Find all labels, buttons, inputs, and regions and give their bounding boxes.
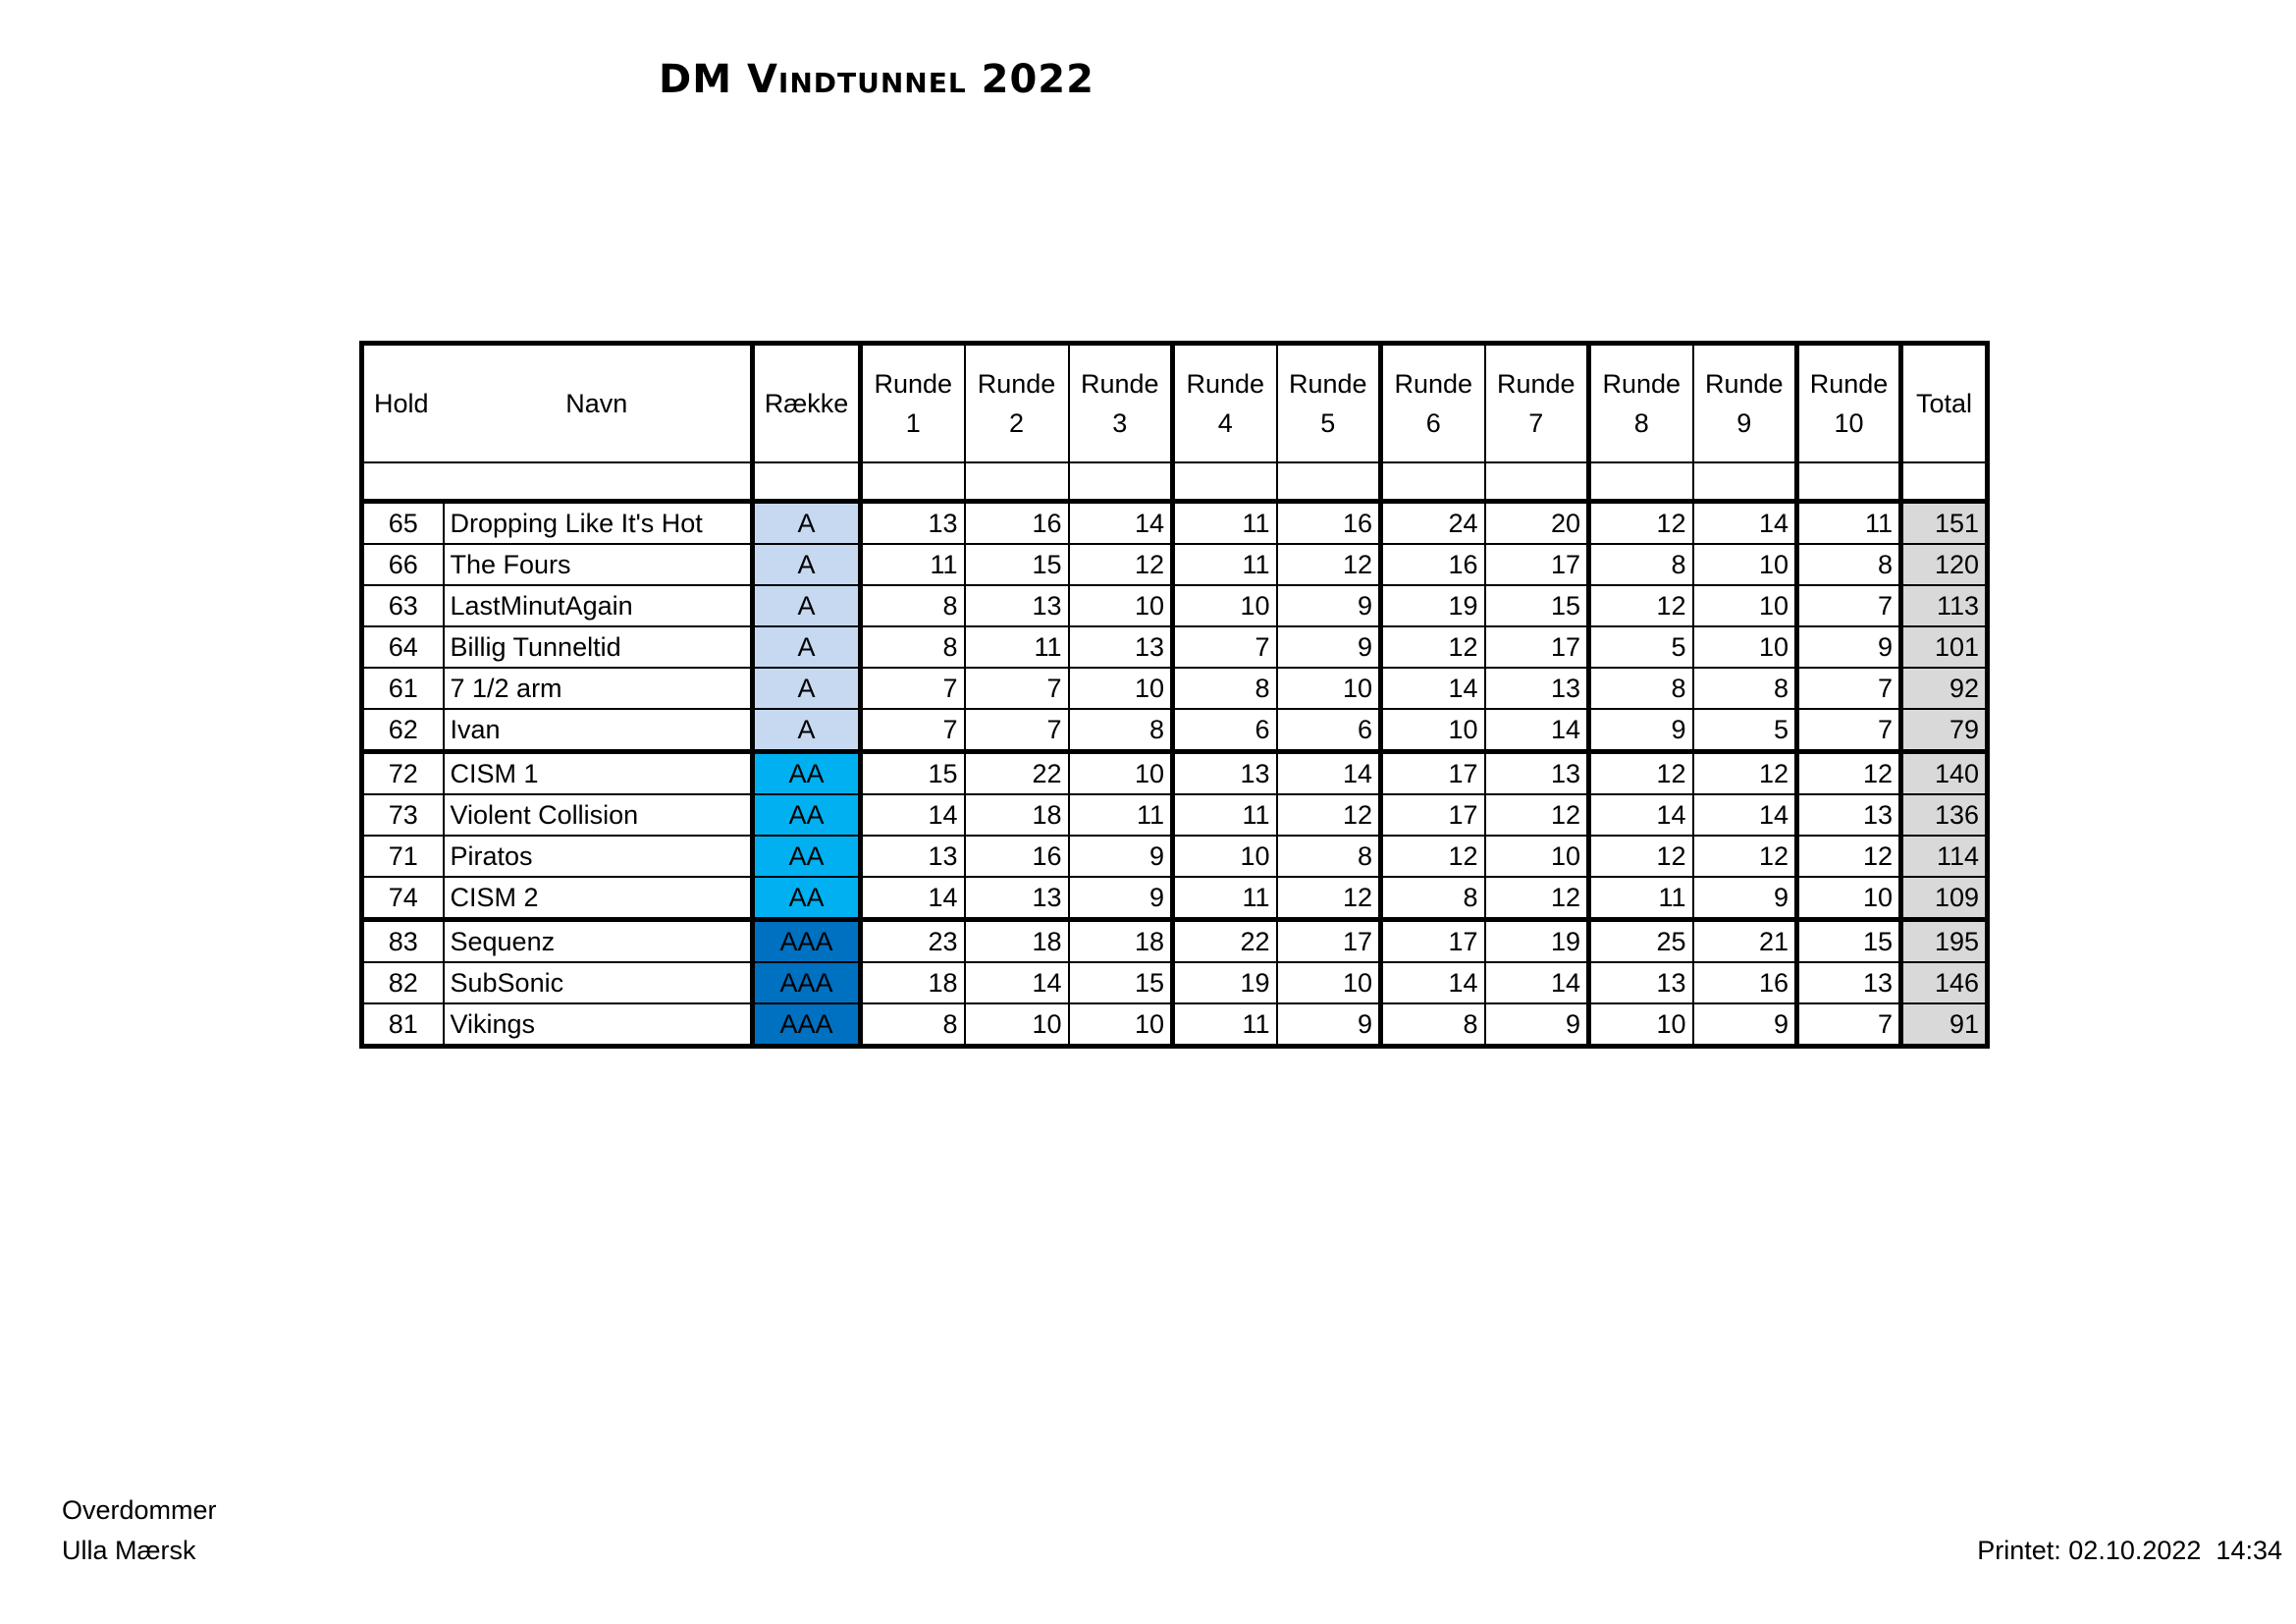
round-score-cell: 9 (1485, 1003, 1589, 1047)
round-score-cell: 16 (1381, 544, 1485, 585)
round-score-cell: 14 (1589, 794, 1693, 836)
hold-cell: 65 (362, 502, 444, 545)
round-score-cell: 13 (1589, 962, 1693, 1003)
team-name-cell: Piratos (444, 836, 753, 877)
round-score-cell: 13 (1485, 752, 1589, 795)
table-row (362, 709, 1988, 752)
round-score-cell: 10 (1485, 836, 1589, 877)
round-score-cell: 13 (965, 585, 1069, 626)
round-score-cell: 23 (861, 920, 965, 963)
table-row (362, 920, 1988, 963)
total-cell: 91 (1901, 1003, 1988, 1047)
class-cell: A (753, 668, 861, 709)
spacer-cell (1485, 462, 1589, 502)
round-score-cell: 18 (965, 920, 1069, 963)
round-score-cell: 19 (1381, 585, 1485, 626)
hold-cell: 64 (362, 626, 444, 668)
team-name-cell: Violent Collision (444, 794, 753, 836)
hold-cell: 74 (362, 877, 444, 920)
total-cell: 109 (1901, 877, 1988, 920)
round-score-cell: 11 (1173, 544, 1277, 585)
table-row (362, 502, 1988, 545)
round-score-cell: 10 (1589, 1003, 1693, 1047)
hold-cell: 72 (362, 752, 444, 795)
round-score-cell: 13 (1485, 668, 1589, 709)
header-row (362, 344, 1988, 463)
table-row (362, 836, 1988, 877)
round-score-cell: 16 (965, 836, 1069, 877)
header-round (1173, 344, 1277, 463)
round-score-cell: 5 (1693, 709, 1797, 752)
round-score-cell: 11 (1173, 502, 1277, 545)
class-cell: AAA (753, 920, 861, 963)
round-score-cell: 20 (1485, 502, 1589, 545)
round-score-cell: 11 (861, 544, 965, 585)
round-score-cell: 12 (1277, 794, 1381, 836)
team-name-cell: Billig Tunneltid (444, 626, 753, 668)
hold-cell: 71 (362, 836, 444, 877)
judge-name: Ulla Mærsk (62, 1536, 196, 1565)
round-score-cell: 10 (1797, 877, 1901, 920)
round-score-cell: 6 (1173, 709, 1277, 752)
header-spacer-row (362, 462, 1988, 502)
round-score-cell: 8 (1277, 836, 1381, 877)
results-body (362, 502, 1988, 1047)
team-name-cell: CISM 1 (444, 752, 753, 795)
round-score-cell: 8 (1069, 709, 1173, 752)
header-total: Total (1901, 344, 1988, 463)
header-round (1381, 344, 1485, 463)
round-score-cell: 12 (1589, 836, 1693, 877)
round-score-cell: 10 (1069, 668, 1173, 709)
round-score-cell: 22 (965, 752, 1069, 795)
header-round (1693, 344, 1797, 463)
round-score-cell: 13 (1173, 752, 1277, 795)
table-row (362, 544, 1988, 585)
round-score-cell: 14 (1381, 668, 1485, 709)
round-score-cell: 10 (1069, 585, 1173, 626)
round-score-cell: 9 (1277, 1003, 1381, 1047)
round-score-cell: 21 (1693, 920, 1797, 963)
total-cell: 136 (1901, 794, 1988, 836)
class-cell: AA (753, 794, 861, 836)
total-cell: 114 (1901, 836, 1988, 877)
hold-cell: 62 (362, 709, 444, 752)
round-score-cell: 13 (1797, 962, 1901, 1003)
header-round (1069, 344, 1173, 463)
header-round-label: Runde (874, 369, 953, 399)
round-score-cell: 12 (1797, 836, 1901, 877)
total-cell: 92 (1901, 668, 1988, 709)
round-score-cell: 12 (1485, 794, 1589, 836)
class-cell: A (753, 626, 861, 668)
round-score-cell: 12 (1693, 836, 1797, 877)
round-score-cell: 16 (1277, 502, 1381, 545)
hold-cell: 73 (362, 794, 444, 836)
table-row (362, 752, 1988, 795)
header-round-label: Runde (1288, 369, 1367, 399)
header-round (1797, 344, 1901, 463)
round-score-cell: 17 (1485, 544, 1589, 585)
total-cell: 151 (1901, 502, 1988, 545)
header-round-number: 7 (1528, 408, 1544, 438)
round-score-cell: 8 (1381, 1003, 1485, 1047)
table-row (362, 1003, 1988, 1047)
header-round-number: 10 (1834, 408, 1864, 438)
round-score-cell: 14 (1485, 709, 1589, 752)
header-round-label: Runde (1080, 369, 1159, 399)
spacer-cell (965, 462, 1069, 502)
table-row (362, 794, 1988, 836)
header-round-label: Runde (1704, 369, 1784, 399)
header-round-number: 2 (1008, 408, 1025, 438)
team-name-cell: LastMinutAgain (444, 585, 753, 626)
round-score-cell: 10 (1381, 709, 1485, 752)
header-round-label: Runde (977, 369, 1056, 399)
round-score-cell: 12 (1485, 877, 1589, 920)
round-score-cell: 13 (965, 877, 1069, 920)
spacer-cell (1693, 462, 1797, 502)
round-score-cell: 7 (861, 668, 965, 709)
round-score-cell: 9 (1589, 709, 1693, 752)
round-score-cell: 11 (1589, 877, 1693, 920)
round-score-cell: 17 (1277, 920, 1381, 963)
class-cell: AAA (753, 962, 861, 1003)
table-row (362, 668, 1988, 709)
total-cell: 140 (1901, 752, 1988, 795)
round-score-cell: 10 (1069, 752, 1173, 795)
printed-timestamp: Printet: 02.10.2022 14:34 (1977, 1536, 2282, 1565)
round-score-cell: 9 (1277, 585, 1381, 626)
header-round-number: 5 (1320, 408, 1336, 438)
header-round-number: 6 (1425, 408, 1441, 438)
round-score-cell: 14 (1277, 752, 1381, 795)
round-score-cell: 22 (1173, 920, 1277, 963)
round-score-cell: 7 (1797, 585, 1901, 626)
page-title: DM Vindtunnel 2022 (659, 57, 1095, 102)
round-score-cell: 11 (1797, 502, 1901, 545)
round-score-cell: 12 (1069, 544, 1173, 585)
round-score-cell: 15 (965, 544, 1069, 585)
round-score-cell: 17 (1485, 626, 1589, 668)
round-score-cell: 12 (1589, 585, 1693, 626)
class-cell: A (753, 585, 861, 626)
round-score-cell: 17 (1381, 794, 1485, 836)
round-score-cell: 7 (1797, 709, 1901, 752)
spacer-cell (1901, 462, 1988, 502)
round-score-cell: 19 (1485, 920, 1589, 963)
round-score-cell: 14 (861, 794, 965, 836)
round-score-cell: 14 (861, 877, 965, 920)
team-name-cell: Dropping Like It's Hot (444, 502, 753, 545)
round-score-cell: 10 (965, 1003, 1069, 1047)
results-table (359, 341, 1990, 1049)
round-score-cell: 13 (1797, 794, 1901, 836)
hold-cell: 63 (362, 585, 444, 626)
round-score-cell: 10 (1173, 836, 1277, 877)
spacer-cell (362, 462, 444, 502)
round-score-cell: 12 (1277, 877, 1381, 920)
total-cell: 146 (1901, 962, 1988, 1003)
header-round-label: Runde (1186, 369, 1265, 399)
round-score-cell: 10 (1693, 544, 1797, 585)
total-cell: 195 (1901, 920, 1988, 963)
header-round-number: 4 (1217, 408, 1233, 438)
round-score-cell: 7 (965, 668, 1069, 709)
header-hold: Hold (362, 344, 444, 463)
round-score-cell: 25 (1589, 920, 1693, 963)
round-score-cell: 12 (1277, 544, 1381, 585)
table-row (362, 585, 1988, 626)
hold-cell: 83 (362, 920, 444, 963)
round-score-cell: 18 (1069, 920, 1173, 963)
round-score-cell: 19 (1173, 962, 1277, 1003)
header-round (1589, 344, 1693, 463)
judge-label: Overdommer (62, 1495, 217, 1525)
header-round-number: 3 (1112, 408, 1128, 438)
round-score-cell: 15 (861, 752, 965, 795)
header-round-number: 8 (1633, 408, 1649, 438)
team-name-cell: SubSonic (444, 962, 753, 1003)
round-score-cell: 10 (1277, 962, 1381, 1003)
total-cell: 101 (1901, 626, 1988, 668)
round-score-cell: 9 (1069, 836, 1173, 877)
class-cell: A (753, 502, 861, 545)
round-score-cell: 17 (1381, 752, 1485, 795)
team-name-cell: Ivan (444, 709, 753, 752)
class-cell: AA (753, 877, 861, 920)
header-raekke: Række (753, 344, 861, 463)
round-score-cell: 6 (1277, 709, 1381, 752)
hold-cell: 81 (362, 1003, 444, 1047)
round-score-cell: 9 (1277, 626, 1381, 668)
round-score-cell: 15 (1797, 920, 1901, 963)
header-round-label: Runde (1496, 369, 1575, 399)
round-score-cell: 12 (1589, 752, 1693, 795)
class-cell: AA (753, 836, 861, 877)
spacer-cell (753, 462, 861, 502)
class-cell: A (753, 709, 861, 752)
header-navn: Navn (444, 344, 753, 463)
round-score-cell: 10 (1693, 585, 1797, 626)
round-score-cell: 15 (1485, 585, 1589, 626)
round-score-cell: 14 (1485, 962, 1589, 1003)
round-score-cell: 8 (1797, 544, 1901, 585)
class-cell: AA (753, 752, 861, 795)
round-score-cell: 5 (1589, 626, 1693, 668)
header-round-label: Runde (1809, 369, 1889, 399)
round-score-cell: 13 (861, 836, 965, 877)
round-score-cell: 14 (1693, 502, 1797, 545)
round-score-cell: 7 (1173, 626, 1277, 668)
team-name-cell: Sequenz (444, 920, 753, 963)
total-cell: 120 (1901, 544, 1988, 585)
class-cell: AAA (753, 1003, 861, 1047)
team-name-cell: CISM 2 (444, 877, 753, 920)
spacer-cell (444, 462, 753, 502)
round-score-cell: 17 (1381, 920, 1485, 963)
round-score-cell: 11 (1173, 877, 1277, 920)
round-score-cell: 9 (1693, 1003, 1797, 1047)
header-round (1485, 344, 1589, 463)
header-round (965, 344, 1069, 463)
total-cell: 79 (1901, 709, 1988, 752)
judge-block (62, 1490, 217, 1571)
spacer-cell (1381, 462, 1485, 502)
round-score-cell: 7 (1797, 1003, 1901, 1047)
round-score-cell: 15 (1069, 962, 1173, 1003)
round-score-cell: 8 (1589, 668, 1693, 709)
spacer-cell (861, 462, 965, 502)
round-score-cell: 7 (965, 709, 1069, 752)
header-round-number: 1 (905, 408, 921, 438)
round-score-cell: 8 (1381, 877, 1485, 920)
table-row (362, 962, 1988, 1003)
round-score-cell: 10 (1173, 585, 1277, 626)
hold-cell: 66 (362, 544, 444, 585)
round-score-cell: 14 (1381, 962, 1485, 1003)
round-score-cell: 7 (1797, 668, 1901, 709)
round-score-cell: 11 (1173, 1003, 1277, 1047)
round-score-cell: 8 (861, 626, 965, 668)
header-round (861, 344, 965, 463)
hold-cell: 82 (362, 962, 444, 1003)
header-round-label: Runde (1394, 369, 1473, 399)
table-row (362, 877, 1988, 920)
header-round-number: 9 (1736, 408, 1752, 438)
header-round (1277, 344, 1381, 463)
spacer-cell (1277, 462, 1381, 502)
round-score-cell: 7 (861, 709, 965, 752)
round-score-cell: 14 (965, 962, 1069, 1003)
header-round-label: Runde (1602, 369, 1682, 399)
hold-cell: 61 (362, 668, 444, 709)
round-score-cell: 24 (1381, 502, 1485, 545)
round-score-cell: 12 (1797, 752, 1901, 795)
round-score-cell: 10 (1693, 626, 1797, 668)
round-score-cell: 9 (1797, 626, 1901, 668)
round-score-cell: 18 (861, 962, 965, 1003)
round-score-cell: 8 (1173, 668, 1277, 709)
round-score-cell: 12 (1693, 752, 1797, 795)
round-score-cell: 9 (1069, 877, 1173, 920)
round-score-cell: 11 (965, 626, 1069, 668)
round-score-cell: 13 (861, 502, 965, 545)
round-score-cell: 18 (965, 794, 1069, 836)
spacer-cell (1589, 462, 1693, 502)
round-score-cell: 16 (965, 502, 1069, 545)
spacer-cell (1797, 462, 1901, 502)
total-cell: 113 (1901, 585, 1988, 626)
spacer-cell (1069, 462, 1173, 502)
round-score-cell: 8 (861, 1003, 965, 1047)
round-score-cell: 12 (1381, 836, 1485, 877)
team-name-cell: 7 1/2 arm (444, 668, 753, 709)
round-score-cell: 13 (1069, 626, 1173, 668)
round-score-cell: 12 (1381, 626, 1485, 668)
round-score-cell: 14 (1069, 502, 1173, 545)
round-score-cell: 8 (861, 585, 965, 626)
round-score-cell: 10 (1069, 1003, 1173, 1047)
round-score-cell: 16 (1693, 962, 1797, 1003)
round-score-cell: 11 (1173, 794, 1277, 836)
round-score-cell: 11 (1069, 794, 1173, 836)
class-cell: A (753, 544, 861, 585)
team-name-cell: Vikings (444, 1003, 753, 1047)
spacer-cell (1173, 462, 1277, 502)
round-score-cell: 12 (1589, 502, 1693, 545)
team-name-cell: The Fours (444, 544, 753, 585)
round-score-cell: 9 (1693, 877, 1797, 920)
round-score-cell: 10 (1277, 668, 1381, 709)
round-score-cell: 8 (1693, 668, 1797, 709)
table-row (362, 626, 1988, 668)
round-score-cell: 8 (1589, 544, 1693, 585)
round-score-cell: 14 (1693, 794, 1797, 836)
